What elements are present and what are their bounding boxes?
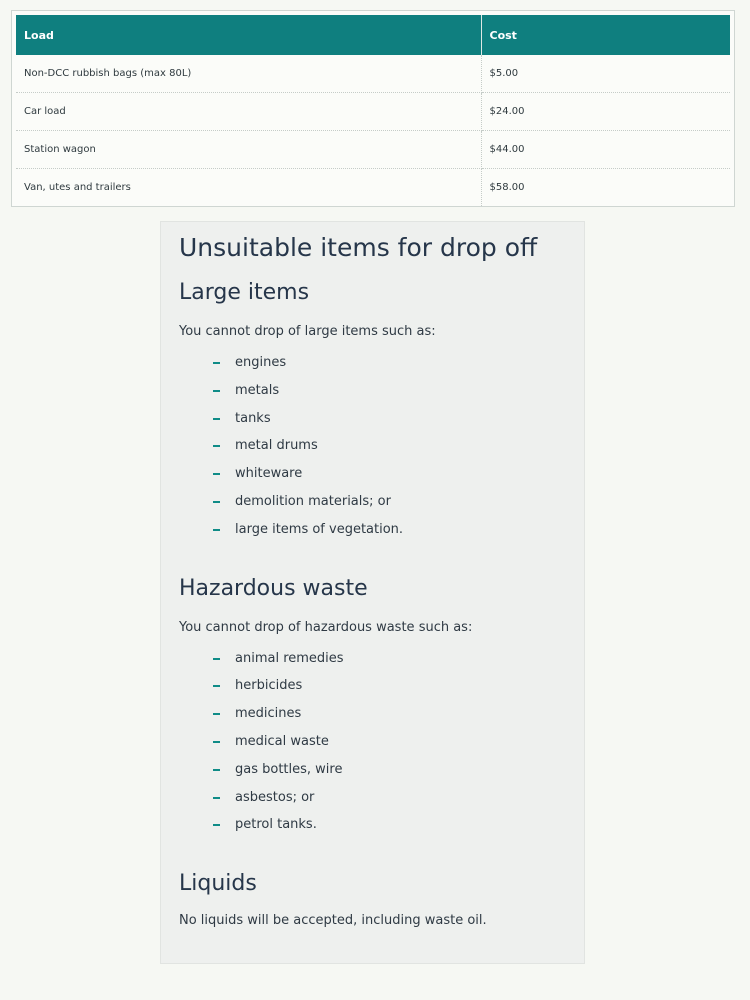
dash-bullet-icon — [213, 445, 220, 447]
list-item-label: medicines — [235, 706, 302, 722]
dash-bullet-icon — [213, 529, 220, 531]
list-item-label: asbestos; or — [235, 789, 315, 805]
table-cell-cost: $24.00 — [481, 93, 730, 131]
dash-bullet-icon — [213, 473, 220, 475]
pricing-table-container — [11, 10, 735, 207]
list-item-label: gas bottles, wire — [235, 761, 343, 777]
list-item — [213, 460, 566, 488]
list-item — [213, 516, 566, 544]
list-item — [213, 432, 566, 460]
list-item — [213, 645, 566, 673]
list-item — [213, 728, 566, 756]
section-intro-liquids: No liquids will be accepted, including waste oil. — [179, 913, 487, 929]
dash-bullet-icon — [213, 797, 220, 799]
table-cell-load: Van, utes and trailers — [16, 169, 481, 207]
page-title: Unsuitable items for drop off — [179, 233, 538, 262]
unsuitable-items-panel — [160, 221, 585, 964]
table-header-row — [16, 15, 730, 55]
list-item-label: whiteware — [235, 466, 303, 482]
table-cell-cost: $58.00 — [481, 169, 730, 207]
list-item — [213, 672, 566, 700]
dash-bullet-icon — [213, 824, 220, 826]
table-row — [16, 169, 730, 207]
list-item — [213, 784, 566, 812]
dash-bullet-icon — [213, 685, 220, 687]
list-item — [213, 700, 566, 728]
pricing-table — [16, 15, 730, 206]
dash-bullet-icon — [213, 390, 220, 392]
table-cell-load: Non-DCC rubbish bags (max 80L) — [16, 55, 481, 93]
list-item — [213, 756, 566, 784]
list-item — [213, 811, 566, 839]
list-item — [213, 405, 566, 433]
list-item-label: engines — [235, 355, 287, 370]
table-cell-cost: $44.00 — [481, 131, 730, 169]
list-item-label: tanks — [235, 410, 271, 426]
list-item-label: animal remedies — [235, 650, 344, 666]
list-item — [213, 349, 566, 377]
list-item-label: metal drums — [235, 438, 318, 454]
table-row — [16, 93, 730, 131]
list-item-label: medical waste — [235, 733, 329, 749]
large-items-list — [179, 349, 566, 544]
table-cell-cost: $5.00 — [481, 55, 730, 93]
list-item-label: herbicides — [235, 678, 303, 694]
dash-bullet-icon — [213, 362, 220, 364]
list-item — [213, 488, 566, 516]
list-item-label: large items of vegetation. — [235, 521, 404, 537]
dash-bullet-icon — [213, 658, 220, 660]
hazardous-waste-list — [179, 645, 566, 840]
table-cell-load: Station wagon — [16, 131, 481, 169]
section-heading-liquids: Liquids — [179, 871, 257, 897]
dash-bullet-icon — [213, 741, 220, 743]
dash-bullet-icon — [213, 501, 220, 503]
table-row — [16, 131, 730, 169]
list-item-label: petrol tanks. — [235, 817, 317, 833]
section-intro-hazardous-waste: You cannot drop of hazardous waste such as: — [179, 619, 473, 635]
list-item-label: metals — [235, 382, 280, 398]
section-heading-hazardous-waste: Hazardous waste — [179, 575, 368, 601]
dash-bullet-icon — [213, 713, 220, 715]
list-item-label: demolition materials; or — [235, 493, 391, 509]
section-intro-large-items: You cannot drop of large items such as: — [179, 324, 436, 339]
dash-bullet-icon — [213, 769, 220, 771]
column-header-load: Load — [16, 15, 481, 55]
dash-bullet-icon — [213, 418, 220, 420]
column-header-cost: Cost — [481, 15, 730, 55]
table-cell-load: Car load — [16, 93, 481, 131]
table-row — [16, 55, 730, 93]
section-heading-large-items: Large items — [179, 280, 310, 305]
list-item — [213, 377, 566, 405]
